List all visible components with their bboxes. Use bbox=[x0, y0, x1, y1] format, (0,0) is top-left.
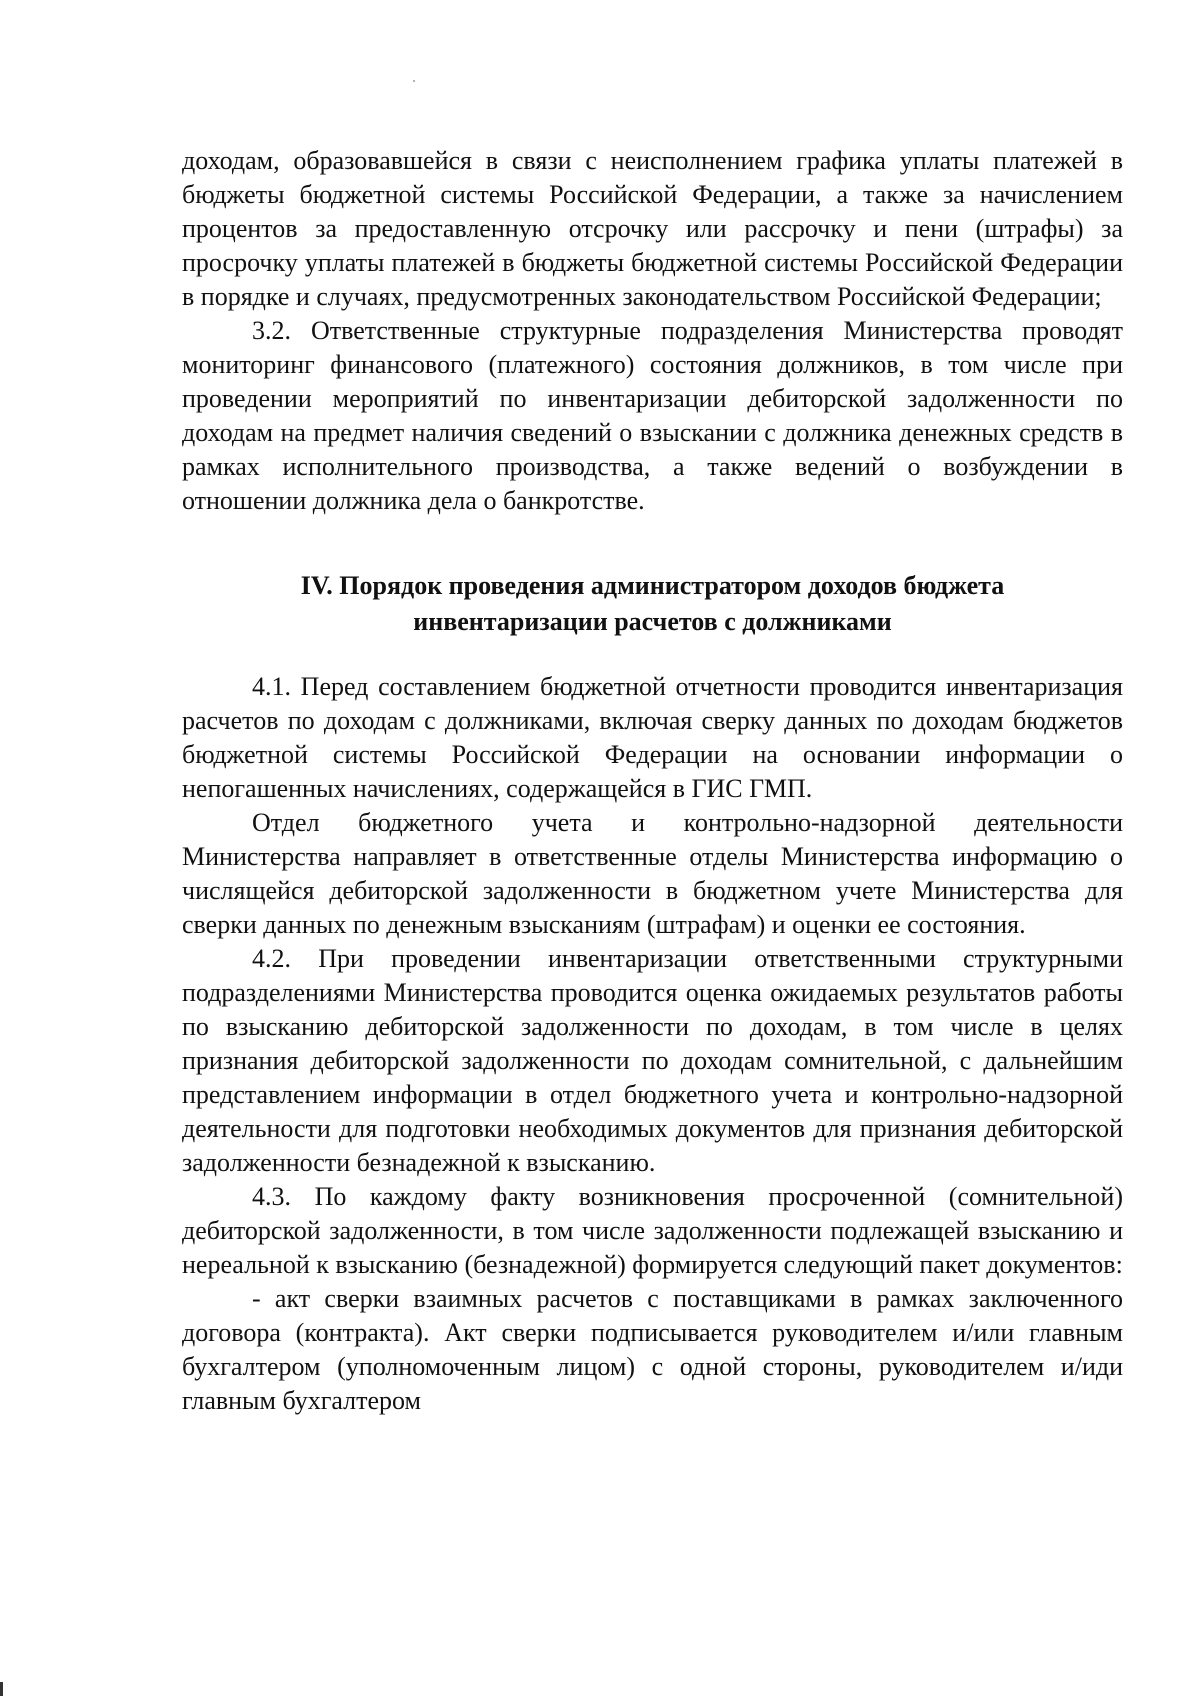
body-text-lower bbox=[182, 670, 1123, 1418]
section-heading bbox=[182, 568, 1123, 640]
paragraph-4-1: 4.1. Перед составлением бюджетной отчетности проводится инвентаризация расчетов по доходам с должниками, включая сверку данных по доходам бюджетов бюджетной системы Российской Федерации на основании информации о непогашенных начислениях, содержащейся в ГИС ГМП. bbox=[182, 672, 1123, 803]
scan-edge-mark bbox=[0, 1682, 3, 1696]
paragraph-4-3: 4.3. По каждому факту возникновения просроченной (сомнительной) дебиторской задолженности, в том числе задолженности подлежащей взысканию и нереальной к взысканию (безнадежной) формируется следующий пакет документов: bbox=[182, 1182, 1123, 1279]
continuation-paragraph: доходам, образовавшейся в связи с неисполнением графика уплаты платежей в бюджеты бюджетной системы Российской Федерации, а также за начислением процентов за предоставленную отсрочку или рассрочку и пени (штрафы) за просрочку уплаты платежей в бюджеты бюджетной системы Российской Федерации в порядке и случаях, предусмотренных законодательством Российской Федерации; bbox=[182, 146, 1123, 311]
section-heading-line-1: IV. Порядок проведения администратором доходов бюджета bbox=[300, 571, 1005, 600]
paragraph-3-2: 3.2. Ответственные структурные подразделения Министерства проводят мониторинг финансового (платежного) состояния должников, в том числе при проведении мероприятий по инвентаризации дебиторской задолженности по доходам на предмет наличия сведений о взыскании с должника денежных средств в рамках исполнительного производства, а также ведений о возбуждении в отношении должника дела о банкротстве. bbox=[182, 316, 1123, 515]
paragraph-4-2: 4.2. При проведении инвентаризации ответственными структурными подразделениями Министерства проводится оценка ожидаемых результатов работы по взысканию дебиторской задолженности по доходам, в том числе в целях признания дебиторской задолженности по доходам сомнительной, с дальнейшим представлением информации в отдел бюджетного учета и контрольно-надзорной деятельности для подготовки необходимых документов для признания дебиторской задолженности безнадежной к взысканию. bbox=[182, 944, 1123, 1177]
paragraph-4-1-continued: Отдел бюджетного учета и контрольно-надзорной деятельности Министерства направляет в ответственные отделы Министерства информацию о числящейся дебиторской задолженности в бюджетном учете Министерства для сверки данных по денежным взысканиям (штрафам) и оценки ее состояния. bbox=[182, 808, 1123, 939]
body-text-upper bbox=[182, 144, 1123, 518]
list-item-reconciliation-act: - акт сверки взаимных расчетов с поставщиками в рамках заключенного договора (контракта). Акт сверки подписывается руководителем и/или главным бухгалтером (уполномоченным лицом) с одной стороны, руководителем и/иди главным бухгалтером bbox=[182, 1284, 1123, 1415]
scan-dot bbox=[413, 80, 415, 82]
section-heading-line-2: инвентаризации расчетов с должниками bbox=[413, 607, 892, 636]
